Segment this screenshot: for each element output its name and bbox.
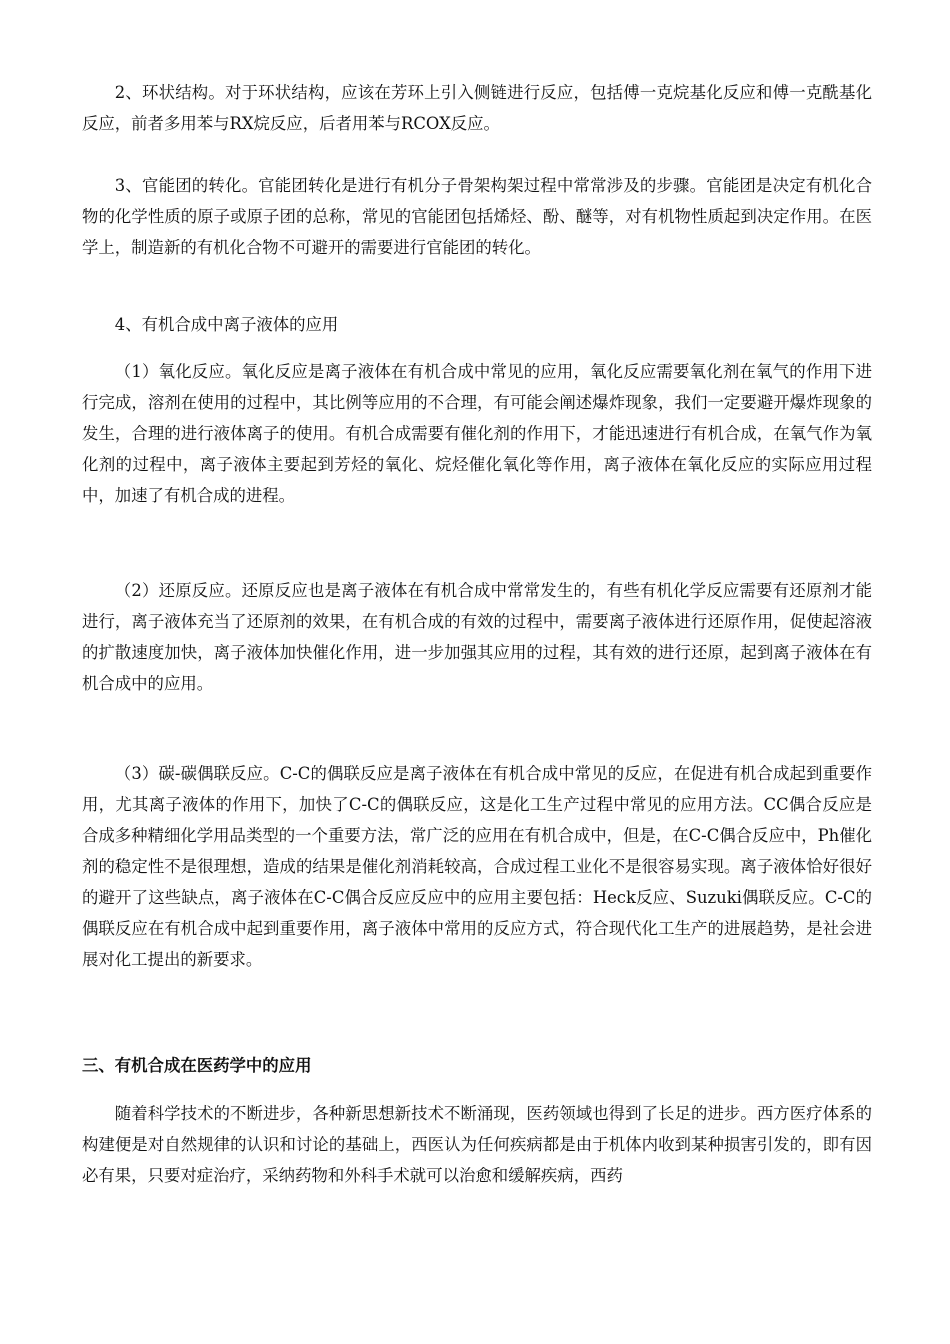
paragraph-functional-group: 3、官能团的转化。官能团转化是进行有机分子骨架构架过程中常常涉及的步骤。官能团是决定有机化合物的化学性质的原子或原子团的总称，常见的官能团包括烯烃、酚、醚等，对有机物性质起到决定作用。在医学上，制造新的有机化合物不可避开的需要进行官能团的转化。	[82, 176, 872, 257]
paragraph-oxidation: （1）氧化反应。氧化反应是离子液体在有机合成中常见的应用，氧化反应需要氧化剂在氧气的作用下进行完成，溶剂在使用的过程中，其比例等应用的不合理，有可能会阐述爆炸现象，我们一定要避开爆炸现象的发生，合理的进行液体离子的使用。有机合成需要有催化剂的作用下，才能迅速进行有机合成，在氧气作为氧化剂的过程中，离子液体主要起到芳烃的氧化、烷烃催化氧化等作用，离子液体在氧化反应的实际应用过程中，加速了有机合成的进程。	[82, 362, 872, 505]
paragraph-ring-structure: 2、环状结构。对于环状结构，应该在芳环上引入侧链进行反应，包括傅一克烷基化反应和傅一克酰基化反应，前者多用苯与RX烷反应，后者用苯与RCOX反应。	[82, 83, 872, 133]
section-heading-medicine: 三、有机合成在医药学中的应用	[82, 1056, 312, 1075]
paragraph-reduction: （2）还原反应。还原反应也是离子液体在有机合成中常常发生的，有些有机化学反应需要有还原剂才能进行，离子液体充当了还原剂的效果，在有机合成的有效的过程中，需要离子液体进行还原作用，促使起溶液的扩散速度加快，离子液体加快催化作用，进一步加强其应用的过程，其有效的进行还原，起到离子液体在有机合成中的应用。	[82, 581, 872, 693]
paragraph-cc-coupling: （3）碳-碳偶联反应。C-C的偶联反应是离子液体在有机合成中常见的反应，在促进有机合成起到重要作用，尤其离子液体的作用下，加快了C-C的偶联反应，这是化工生产过程中常见的应用方法。CC偶合反应是合成多种精细化学用品类型的一个重要方法，常广泛的应用在有机合成中，但是，在C-C偶合反应中，Ph催化剂的稳定性不是很理想，造成的结果是催化剂消耗较高，合成过程工业化不是很容易实现。离子液体恰好很好的避开了这些缺点，离子液体在C-C偶合反应反应中的应用主要包括：Heck反应、Suzuki偶联反应。C-C的偶联反应在有机合成中起到重要作用，离子液体中常用的反应方式，符合现代化工生产的进展趋势，是社会进展对化工提出的新要求。	[82, 764, 872, 969]
paragraph-ionic-liquid-heading: 4、有机合成中离子液体的应用	[114, 315, 339, 334]
paragraph-medicine: 随着科学技术的不断进步，各种新思想新技术不断涌现，医药领域也得到了长足的进步。西方医疗体系的构建便是对自然规律的认识和讨论的基础上，西医认为任何疾病都是由于机体内收到某种损害引发的，即有因必有果，只要对症治疗，采纳药物和外科手术就可以治愈和缓解疾病，西药	[82, 1104, 872, 1185]
